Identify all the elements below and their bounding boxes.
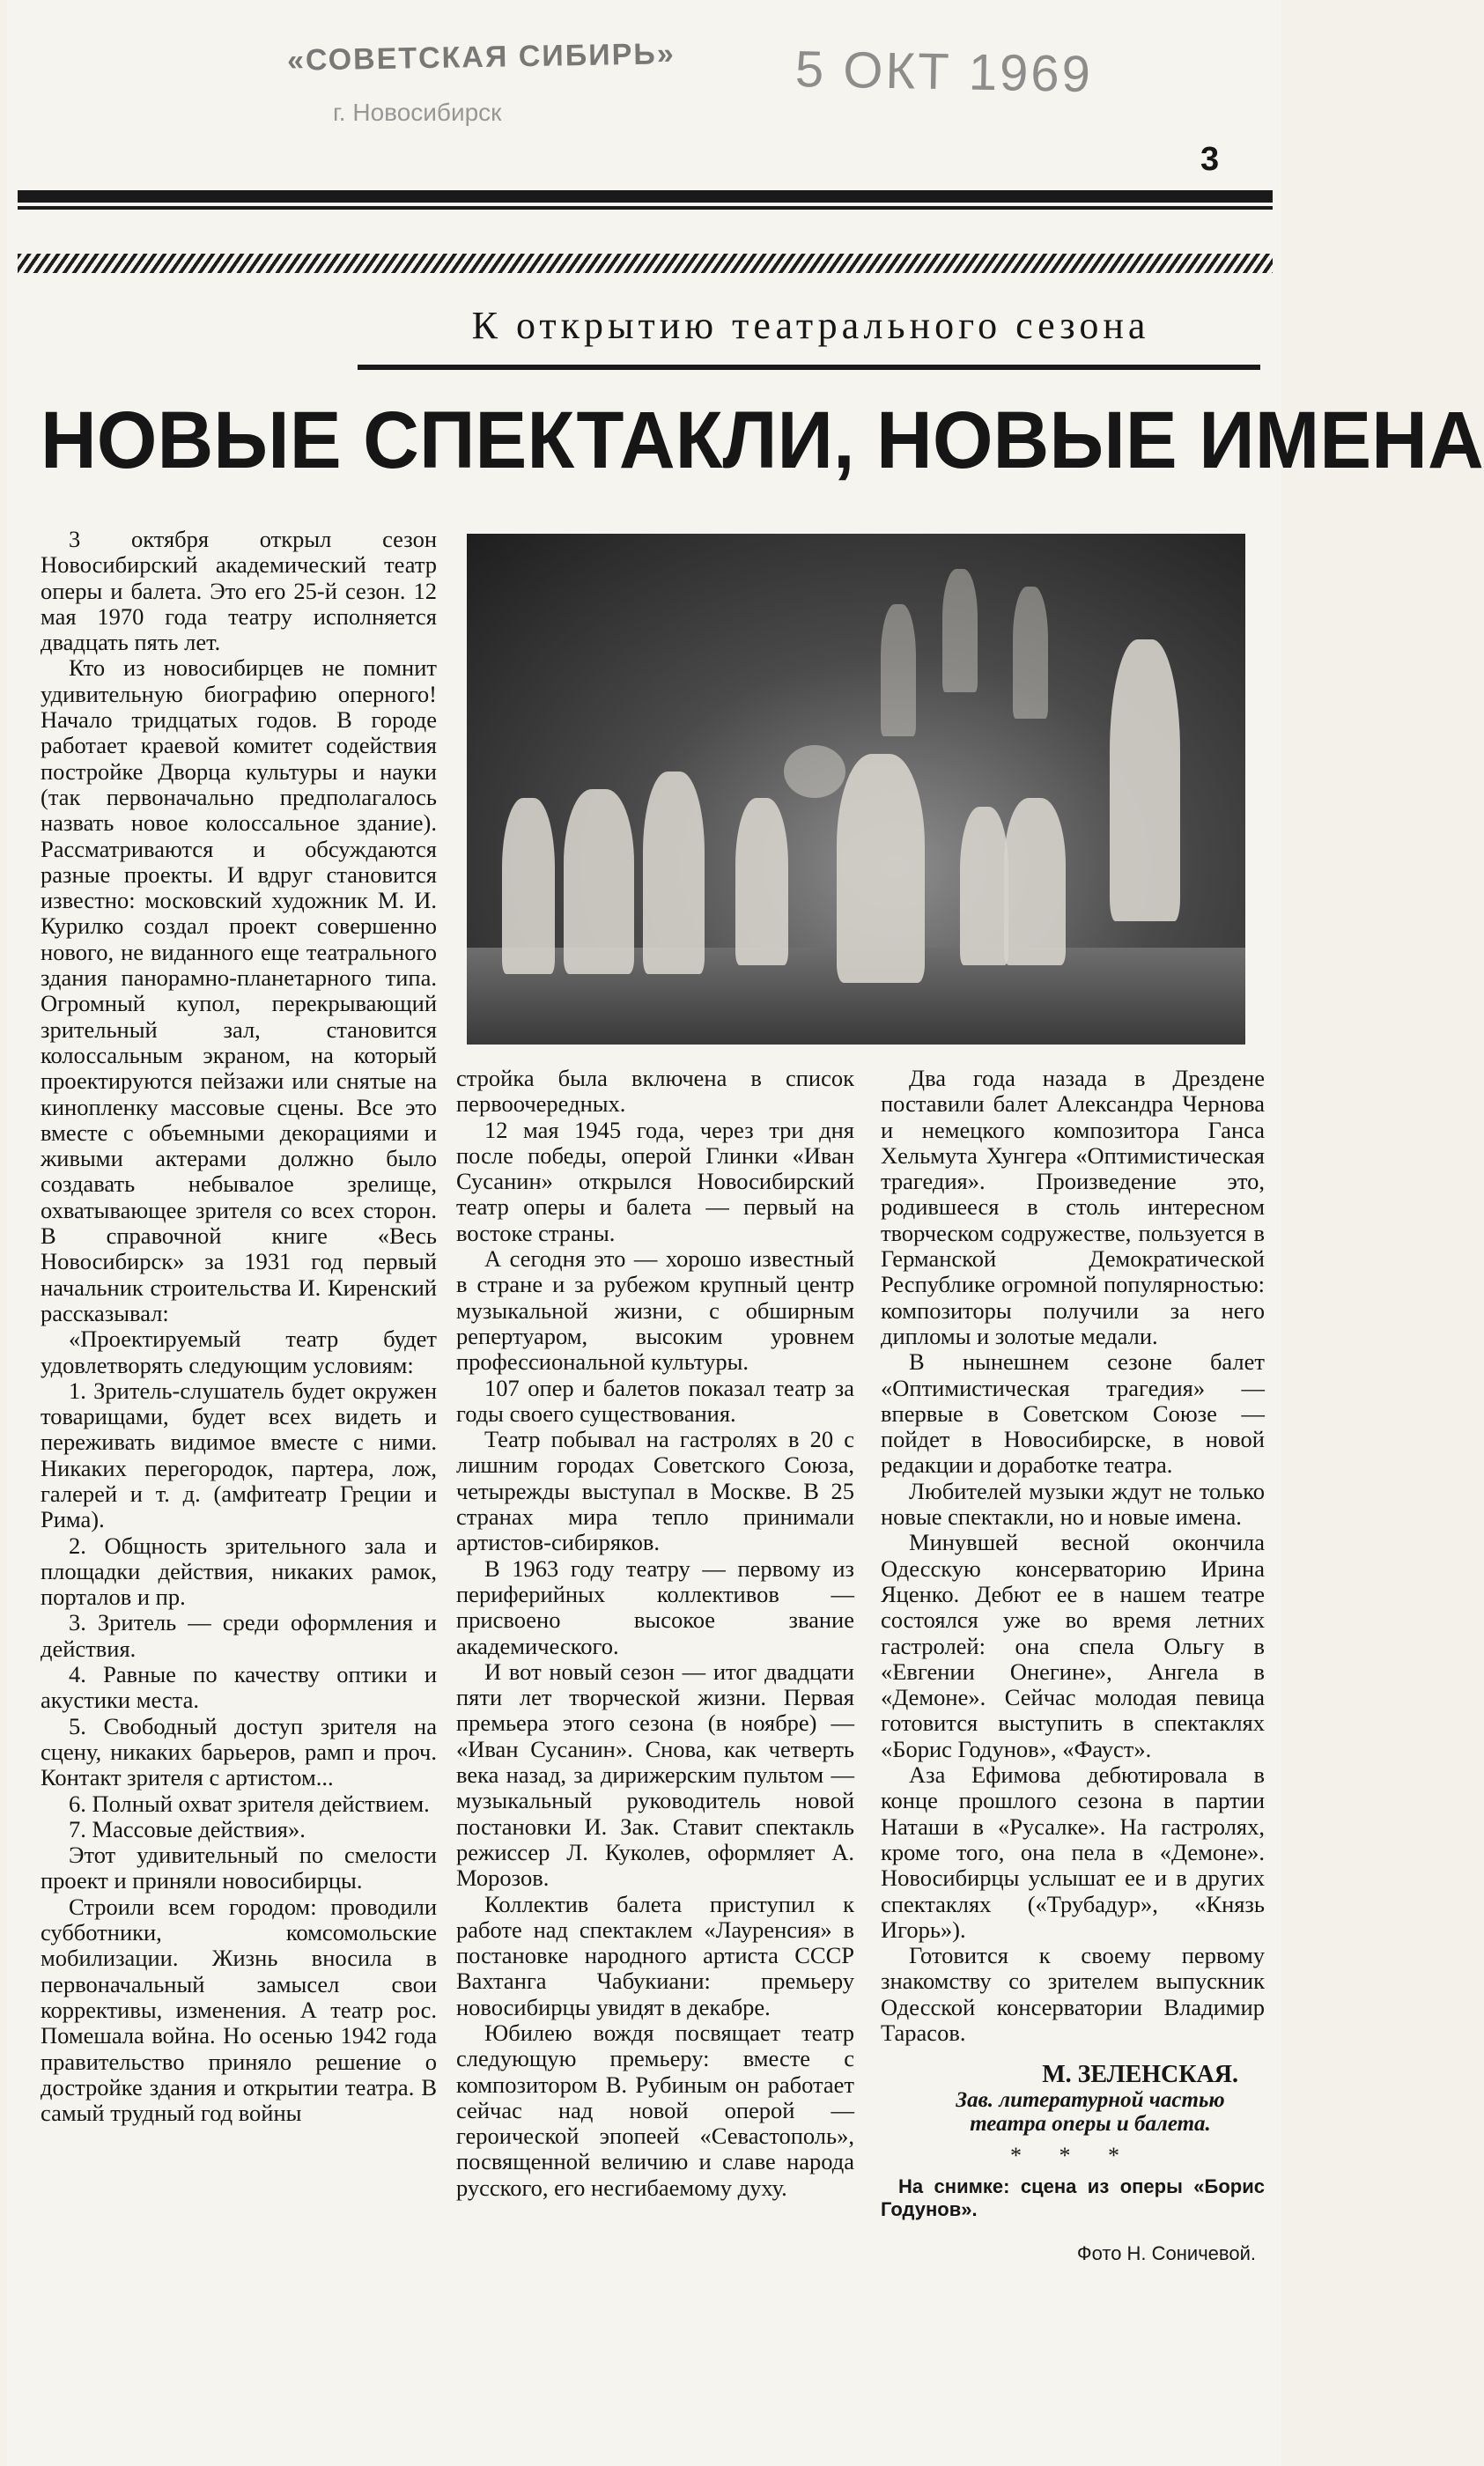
paragraph: Строили всем городом: проводили субботники, комсомольские мобилизации. Жизнь вносила в первоначальный замысел свои коррективы, изменения. А театр рос. Помешала война. Но осенью 1942 года правительство приняло решение о достройке здания и открытии театра. В самый трудный год войны <box>41 1893 437 2127</box>
photo-figure <box>564 789 634 974</box>
article-column-3 <box>881 1066 1265 2266</box>
paragraph: И вот новый сезон — итог двадцати пяти лет творческой жизни. Первая премьера этого сезона (в ноябре) — «Иван Сусанин». Снова, как четверть века назад, за дирижерским пультом — музыкальный руководитель новой постановки И. Зак. Ставит спектакль режиссер Л. Куколев, оформляет А. Морозов. <box>456 1658 854 1892</box>
paragraph: 107 опер и балетов показал театр за годы своего существования. <box>456 1374 854 1427</box>
paragraph: А сегодня это — хорошо известный в стране и за рубежом крупный центр музыкальной жизни, с обширным репертуаром, высоким уровнем профессиональной культуры. <box>456 1245 854 1376</box>
author-role: Зав. литературной частью театра оперы и балета. <box>956 2087 1225 2136</box>
newspaper-clipping <box>7 0 1484 2466</box>
photo-figure <box>643 772 705 974</box>
paragraph: Театр побывал на гастролях в 20 с лишним городах Советского Союза, четырежды выступал в Москве. В 25 странах мира тепло принимали артистов-сибиряков. <box>456 1426 854 1556</box>
article-column-1 <box>41 527 437 2126</box>
clipping-stamp-area <box>7 0 1281 181</box>
paragraph: «Проектируемый театр будет удовлетворять следующим условиям: <box>41 1325 437 1378</box>
top-rule-thin <box>18 206 1273 210</box>
article-photo <box>467 534 1245 1045</box>
rubric-heading: К открытию театрального сезона <box>471 304 1150 347</box>
photo-figure <box>735 798 788 965</box>
paragraph: Готовится к своему первому знакомству со зрителем выпускник Одесской консерватории Владимир Тарасов. <box>881 1942 1265 2046</box>
separator-stars: * * * <box>1010 2142 1135 2168</box>
paragraph: Любителей музыки ждут не только новые спектакли, но и новые имена. <box>881 1477 1265 1531</box>
photo-figure <box>1110 639 1180 921</box>
photo-figure <box>881 604 916 736</box>
paragraph: Два года назада в Дрездене поставили балет Александра Чернова и немецкого композитора Ганса Хельмута Хунгера «Оптимистическая трагедия». Произведение это, родившееся в столь интересном творческом содружестве, пользуется в Германской Демократической Республике огромной популярностью: композиторы получили за него дипломы и золотые медали. <box>881 1065 1265 1349</box>
photo-figure <box>1013 587 1048 719</box>
photo-figure <box>942 569 978 692</box>
paragraph: 2. Общность зрительного зала и площадки действия, никаких рамок, порталов и пр. <box>41 1532 437 1611</box>
paragraph: 7. Массовые действия». <box>69 1815 306 1842</box>
photo-figure <box>960 807 1008 965</box>
paragraph: 12 мая 1945 года, через три дня после победы, оперой Глинки «Иван Сусанин» открылся Новосибирский театр оперы и балета — первый на востоке страны. <box>456 1116 854 1246</box>
paragraph: В нынешнем сезоне балет «Оптимистическая трагедия» — впервые в Советском Союзе — пойдет в Новосибирске, в новой редакции и доработке театра. <box>881 1348 1265 1479</box>
photo-figure <box>502 798 555 974</box>
photo-figure <box>1004 798 1066 965</box>
paragraph: стройка была включена в список первоочередных. <box>456 1065 854 1118</box>
photo-credit: Фото Н. Соничевой. <box>1076 2241 1256 2264</box>
paragraph: Коллектив балета приступил к работе над спектаклем «Лауренсия» в постановке народного артиста СССР Вахтанга Чабукиани: премьеру новосибирцы увидят в декабре. <box>456 1890 854 2020</box>
city-stamp: г. Новосибирск <box>333 99 502 126</box>
paragraph: 5. Свободный доступ зрителя на сцену, никаких барьеров, рамп и проч. Контакт зрителя с артистом... <box>41 1712 437 1791</box>
paragraph: 1. Зритель-слушатель будет окружен товарищами, будет всех видеть и переживать видимое вместе с ними. Никаких перегородок, партера, лож, галерей и т. д. (амфитеатр Греции и Рима). <box>41 1377 437 1533</box>
date-stamp: 5 ОКТ 1969 <box>794 41 1094 103</box>
paragraph: 3 октября открыл сезон Новосибирский академический театр оперы и балета. Это его 25-й сезон. 12 мая 1970 года театру исполняется двадцать пять лет. <box>41 526 437 656</box>
paragraph: 6. Полный охват зрителя действием. <box>69 1790 430 1817</box>
article-headline: НОВЫЕ СПЕКТАКЛИ, НОВЫЕ ИМЕНА <box>41 395 1484 485</box>
paragraph: Этот удивительный по смелости проект и приняли новосибирцы. <box>41 1842 437 1894</box>
photo-figure <box>784 745 845 798</box>
newspaper-stamp: «СОВЕТСКАЯ СИБИРЬ» <box>286 37 676 78</box>
paragraph: Юбилею вождя посвящает театр следующую премьеру: вместе с композитором В. Рубиным он работает сейчас над новой оперой — героической эпопеей «Севастополь», посвященной величию и славе народа русского, его несгибаемому духу. <box>456 2019 854 2201</box>
paragraph: 4. Равные по качеству оптики и акустики места. <box>41 1661 437 1714</box>
paragraph: Минувшей весной окончила Одесскую консерваторию Ирина Яценко. Дебют ее в нашем театре состоялся уже во время летних гастролей: она спела Ольгу в «Евгении Онегине», Ангела в «Демоне». Сейчас молодая певица готовится выступить в спектаклях «Борис Годунов», «Фауст». <box>881 1529 1265 1762</box>
page-number: 3 <box>1200 141 1220 178</box>
photo-figure <box>837 754 925 983</box>
paragraph: 3. Зритель — среди оформления и действия. <box>41 1609 437 1662</box>
rubric-underline <box>358 365 1260 370</box>
top-rule <box>18 190 1273 203</box>
paragraph: Аза Ефимова дебютировала в конце прошлого сезона в партии Наташи в «Русалке». На гастролях, кроме того, она пела в «Демоне». Новосибирцы услышат ее и в других спектаклях («Трубадур», «Князь Игорь»). <box>881 1761 1265 1943</box>
paragraph: В 1963 году театру — первому из периферийных коллективов — присвоено высокое звание академического. <box>456 1554 854 1659</box>
article-column-2 <box>456 1066 854 2201</box>
hatched-divider <box>18 254 1273 273</box>
author-signature: М. ЗЕЛЕНСКАЯ. <box>1042 2061 1238 2089</box>
paragraph: Кто из новосибирцев не помнит удивительную биографию оперного! Начало тридцатых годов. В городе работает краевой комитет содействия постройке Дворца культуры и науки (так первоначально предполагалось назвать новое колоссальное здание). Рассматриваются и обсуждаются разные проекты. И вдруг становится известно: московский художник М. И. Курилко создал проект совершенно нового, не виданного еще театрального здания панорамно-планетарного типа. Огромный купол, перекрывающий зрительный зал, становится колоссальным экраном, на который проектируются пейзажи или снятые на кинопленку массовые сцены. Все это вместе с объемными декорациями и живыми актерами должно было создавать небывалое зрелище, охватывающее зрителя со всех сторон. В справочной книге «Весь Новосибирск» за 1931 год первый начальник строительства И. Киренский рассказывал: <box>41 654 437 1326</box>
photo-caption: На снимке: сцена из оперы «Борис Годунов». <box>881 2174 1265 2220</box>
